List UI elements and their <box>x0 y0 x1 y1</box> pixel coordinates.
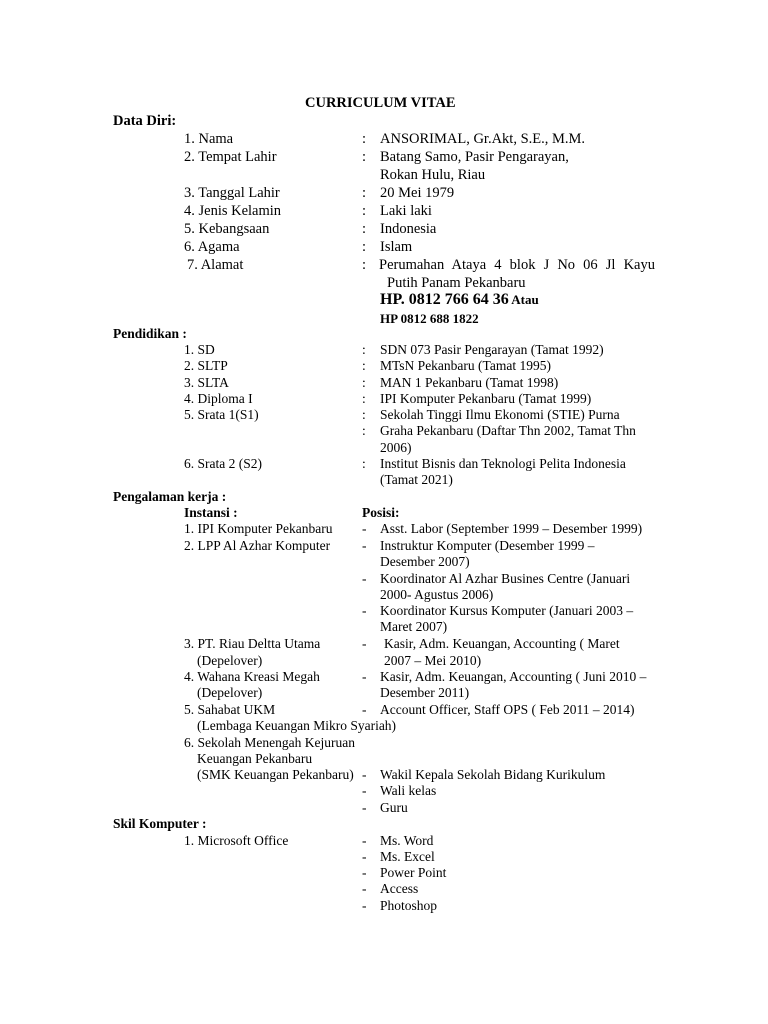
dash: - <box>362 833 367 848</box>
skill-item: Ms. Excel <box>380 849 435 864</box>
column-header-posisi: Posisi: <box>362 505 400 520</box>
skill-item: Photoshop <box>380 898 438 913</box>
column-header-instansi: Instansi : <box>184 505 238 520</box>
posisi-text-cont: Maret 2007) <box>380 619 448 634</box>
education-school-line3: 2006) <box>380 440 412 455</box>
skill-item: Power Point <box>380 865 447 880</box>
colon: : <box>362 423 366 438</box>
dash: - <box>362 521 367 536</box>
education-school: Sekolah Tinggi Ilmu Ekonomi (STIE) Purna <box>380 407 620 422</box>
dash: - <box>362 800 367 815</box>
colon: : <box>362 221 367 237</box>
dash: - <box>362 571 367 586</box>
colon: : <box>362 407 366 422</box>
skill-item: Ms. Word <box>380 833 434 848</box>
instansi-name-cont: (Depelover) <box>197 685 263 700</box>
field-label-jenis-kelamin: 4. Jenis Kelamin <box>184 203 282 219</box>
colon: : <box>362 342 366 357</box>
field-value-tempat-lahir-line2: Rokan Hulu, Riau <box>380 167 486 183</box>
dash: - <box>362 636 367 651</box>
posisi-text: Koordinator Kursus Komputer (Januari 2003 – <box>380 603 634 618</box>
field-value-tempat-lahir: Batang Samo, Pasir Pengarayan, <box>380 149 569 165</box>
dash: - <box>362 783 367 798</box>
education-school: Institut Bisnis dan Teknologi Pelita Indonesia <box>380 456 626 471</box>
posisi-text-cont: Desember 2007) <box>380 554 470 569</box>
field-value-nama: ANSORIMAL, Gr.Akt, S.E., M.M. <box>380 131 586 147</box>
instansi-name: 2. LPP Al Azhar Komputer <box>184 538 331 553</box>
instansi-name-cont: (Depelover) <box>197 653 263 668</box>
colon: : <box>362 185 367 201</box>
posisi-text: Asst. Labor (September 1999 – Desember 1999) <box>380 521 643 536</box>
dash: - <box>362 669 367 684</box>
field-value-jenis-kelamin: Laki laki <box>380 203 432 219</box>
dash: - <box>362 881 367 896</box>
posisi-text-cont: 2007 – Mei 2010) <box>384 653 482 668</box>
instansi-name: 4. Wahana Kreasi Megah <box>184 669 320 684</box>
dash: - <box>362 538 367 553</box>
field-value-kebangsaan: Indonesia <box>380 221 437 237</box>
phone-line-1 <box>380 291 539 309</box>
education-school-line2: Graha Pekanbaru (Daftar Thn 2002, Tamat Thn <box>380 423 636 438</box>
posisi-text: Wakil Kepala Sekolah Bidang Kurikulum <box>380 767 606 782</box>
field-label-tempat-lahir: 2. Tempat Lahir <box>184 149 277 165</box>
document-title: CURRICULUM VITAE <box>305 95 456 111</box>
field-label-kebangsaan: 5. Kebangsaan <box>184 221 270 237</box>
phone-suffix-atau: Atau <box>508 292 539 307</box>
colon: : <box>362 391 366 406</box>
instansi-name-cont: (Lembaga Keuangan Mikro Syariah) <box>197 718 397 733</box>
dash: - <box>362 849 367 864</box>
field-value-agama: Islam <box>380 239 413 255</box>
instansi-name: 6. Sekolah Menengah Kejuruan <box>184 735 355 750</box>
posisi-text: Instruktur Komputer (Desember 1999 – <box>380 538 595 553</box>
education-school: MTsN Pekanbaru (Tamat 1995) <box>380 358 551 373</box>
instansi-name-cont: (SMK Keuangan Pekanbaru) <box>197 767 354 782</box>
section-heading-pendidikan: Pendidikan : <box>113 326 187 341</box>
education-level: 6. Srata 2 (S2) <box>184 456 262 471</box>
colon: : <box>362 456 366 471</box>
education-level: 1. SD <box>184 342 215 357</box>
phone-number-2: HP 0812 688 1822 <box>380 311 479 326</box>
field-value-alamat: Perumahan Ataya 4 blok J No 06 Jl Kayu <box>379 257 655 273</box>
colon: : <box>362 131 367 147</box>
colon: : <box>362 257 367 273</box>
posisi-text-cont: Desember 2011) <box>380 685 470 700</box>
education-school-line2: (Tamat 2021) <box>380 472 453 487</box>
dash: - <box>362 603 367 618</box>
phone-number-1: HP. 0812 766 64 36 <box>380 291 509 308</box>
colon: : <box>362 239 367 255</box>
skill-item: Access <box>380 881 419 896</box>
posisi-text: Account Officer, Staff OPS ( Feb 2011 – 2014) <box>380 702 635 717</box>
instansi-name: 3. PT. Riau Deltta Utama <box>184 636 321 651</box>
field-label-agama: 6. Agama <box>184 239 240 255</box>
section-heading-skil: Skil Komputer : <box>113 816 207 831</box>
field-label-alamat: 7. Alamat <box>187 257 244 273</box>
posisi-text: Guru <box>380 800 408 815</box>
education-level: 2. SLTP <box>184 358 228 373</box>
section-heading-data-diri: Data Diri: <box>113 113 177 129</box>
education-level: 4. Diploma I <box>184 391 253 406</box>
posisi-text: Koordinator Al Azhar Busines Centre (Januari <box>380 571 631 586</box>
field-value-alamat-line2: Putih Panam Pekanbaru <box>387 275 526 291</box>
colon: : <box>362 358 366 373</box>
posisi-text: Wali kelas <box>380 783 437 798</box>
field-label-tanggal-lahir: 3. Tanggal Lahir <box>184 185 280 201</box>
posisi-text: Kasir, Adm. Keuangan, Accounting ( Maret <box>384 636 620 651</box>
instansi-name-cont: Keuangan Pekanbaru <box>197 751 313 766</box>
education-level: 3. SLTA <box>184 375 229 390</box>
field-value-tanggal-lahir: 20 Mei 1979 <box>380 185 455 201</box>
dash: - <box>362 767 367 782</box>
colon: : <box>362 203 367 219</box>
colon: : <box>362 149 367 165</box>
dash: - <box>362 865 367 880</box>
colon: : <box>362 375 366 390</box>
section-heading-pengalaman: Pengalaman kerja : <box>113 489 227 504</box>
instansi-name: 1. IPI Komputer Pekanbaru <box>184 521 333 536</box>
education-school: SDN 073 Pasir Pengarayan (Tamat 1992) <box>380 342 604 357</box>
posisi-text: Kasir, Adm. Keuangan, Accounting ( Juni 2010 – <box>380 669 647 684</box>
skill-category: 1. Microsoft Office <box>184 833 289 848</box>
posisi-text-cont: 2000- Agustus 2006) <box>380 587 494 602</box>
field-label-nama: 1. Nama <box>184 131 234 147</box>
instansi-name: 5. Sahabat UKM <box>184 702 276 717</box>
education-school: IPI Komputer Pekanbaru (Tamat 1999) <box>380 391 592 406</box>
dash: - <box>362 898 367 913</box>
dash: - <box>362 702 367 717</box>
education-school: MAN 1 Pekanbaru (Tamat 1998) <box>380 375 559 390</box>
education-level: 5. Srata 1(S1) <box>184 407 259 422</box>
